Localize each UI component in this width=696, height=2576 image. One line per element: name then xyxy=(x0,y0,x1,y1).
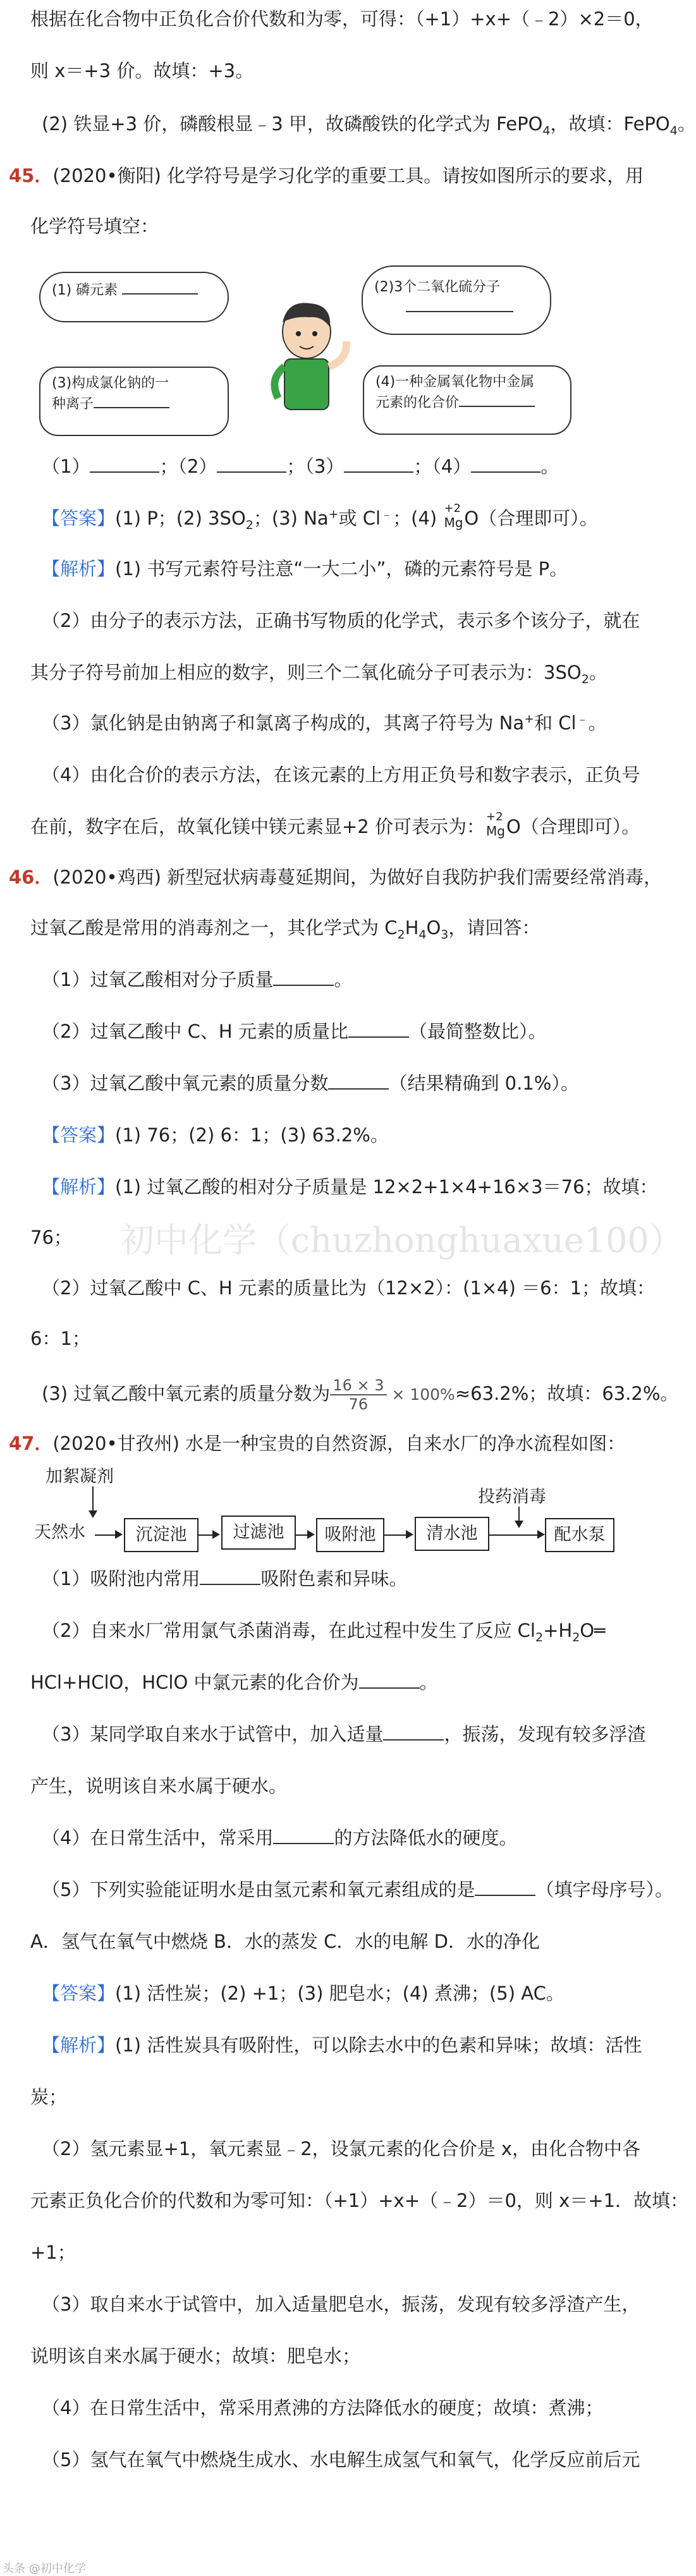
analysis-line: 76； xyxy=(30,1227,72,1248)
arrow-head xyxy=(212,1530,220,1539)
input-label: 天然水 xyxy=(34,1522,85,1542)
analysis-line: 其分子符号前加上相应的数字，则三个二氧化硫分子可表示为：$3SO_2$。 xyxy=(30,662,607,686)
arrow-line xyxy=(198,1534,214,1536)
analysis-line: 【解析】(1) 活性炭具有吸附性，可以除去水中的色素和异味；故填：活性 xyxy=(42,2034,642,2056)
question-46-stem: 46．(2020•鸡西) 新型冠状病毒蔓延期间，为做好自我防护我们需要经常消毒， xyxy=(9,866,662,888)
answer-blank[interactable] xyxy=(459,392,535,407)
answer-blank[interactable] xyxy=(94,393,169,408)
valence-symbol: +2 Mg xyxy=(444,502,463,530)
analysis-line: +1； xyxy=(30,2242,76,2263)
answer-blank[interactable] xyxy=(344,454,413,473)
speech-bubble-3: (3)构成氯化钠的一 种离子 xyxy=(39,367,229,436)
analysis-line: （2）由分子的表示方法，正确书写物质的化学式，表示多个该分子，就在 xyxy=(42,610,640,631)
answer-blank[interactable] xyxy=(273,1825,334,1844)
speech-bubble-1: (1) 磷元素 xyxy=(39,272,229,322)
fraction: $\frac{16 \times 3}{76}$ xyxy=(330,1376,386,1413)
analysis-line: （3）取自来水于试管中，加入适量肥皂水，振荡，发现有较多浮渣产生， xyxy=(42,2293,640,2315)
text-line: （2）自来水厂常用氯气杀菌消毒，在此过程中发生了反应 $Cl_2+H_2O═$ xyxy=(42,1620,606,1644)
answer-blank[interactable] xyxy=(383,1722,444,1741)
arrow-line xyxy=(518,1507,520,1522)
answer-blank[interactable] xyxy=(359,1670,420,1689)
answer-blank[interactable] xyxy=(217,454,286,473)
answer-blank[interactable] xyxy=(90,454,159,473)
analysis-line: 在前，数字在后，故氧化镁中镁元素显+2 价可表示为： +2 MgO（合理即可）。 xyxy=(30,814,608,844)
arrow-head xyxy=(89,1510,97,1518)
text-line: （3）某同学取自来水于试管中，加入适量 ，振荡，发现有较多浮渣 xyxy=(42,1722,608,1747)
answer-blank[interactable] xyxy=(122,279,198,295)
arrow-line xyxy=(95,1534,116,1536)
text-line: 产生，说明该自来水属于硬水。 xyxy=(30,1775,288,1797)
analysis-line: （3）氯化钠是由钠离子和氯离子构成的，其离子符号为 Na+和 Cl﹣。 xyxy=(42,712,607,734)
valence-symbol: +2 Mg xyxy=(485,810,505,839)
analysis-line: （5）氢气在氧气中燃烧生成水、水电解生成氢气和氧气，化学反应前后元 xyxy=(42,2449,640,2470)
text-line: （4）在日常生活中，常采用 的方法降低水的硬度。 xyxy=(42,1825,608,1850)
box-sedimentation: 沉淀池 xyxy=(124,1518,198,1552)
answer-blank[interactable] xyxy=(406,297,513,312)
cartoon-figure xyxy=(259,297,354,417)
analysis-line: 说明该自来水属于硬水；故填：肥皂水； xyxy=(30,2345,361,2367)
analysis-line: 炭； xyxy=(30,2086,68,2108)
watermark: 初中化学（chuzhonghuaxue100） xyxy=(120,1220,683,1260)
text-line: 过氧乙酸是常用的消毒剂之一，其化学式为 $C_2H_4O_3$，请回答： xyxy=(30,917,540,942)
box-filtration: 过滤池 xyxy=(221,1516,296,1550)
answer-line: 【答案】(1) 活性炭；(2) +1；(3) 肥皂水；(4) 煮沸；(5) AC。 xyxy=(42,1983,565,2004)
add-agent-label: 加絮凝剂 xyxy=(46,1467,114,1486)
answer-line: 【答案】(1) 76；(2) 6：1；(3) 63.2%。 xyxy=(42,1124,389,1146)
analysis-line: 6：1； xyxy=(30,1328,90,1349)
answer-blank[interactable] xyxy=(328,1071,389,1090)
arrow-head xyxy=(307,1530,315,1539)
options-line: A．氢气在氧气中燃烧 B．水的蒸发 C．水的电解 D．水的净化 xyxy=(30,1931,540,1952)
analysis-line: 【解析】(1) 书写元素符号注意“一大二小”，磷的元素符号是 P。 xyxy=(42,558,568,580)
speech-bubble-4: (4)一种金属氧化物中金属 元素的化合价 xyxy=(363,365,571,435)
answer-blank[interactable] xyxy=(273,967,334,986)
analysis-line: （2）氢元素显+1，氧元素显﹣2，设氯元素的化合价是 x，由化合物中各 xyxy=(42,2138,641,2160)
text-line: 根据在化合物中正负化合价代数和为零，可得：（+1）+x+（﹣2）×2＝0， xyxy=(30,8,654,30)
question-45-stem: 45．(2020•衡阳) 化学符号是学习化学的重要工具。请按如图所示的要求，用 xyxy=(9,165,644,186)
analysis-line: 元素正负化合价的代数和为零可知：（+1）+x+（﹣2）＝0，则 x＝+1．故填： xyxy=(30,2190,689,2211)
text-line: （1）过氧乙酸相对分子质量 。 xyxy=(42,967,608,992)
disinfect-label: 投药消毒 xyxy=(478,1487,546,1507)
box-adsorption: 吸附池 xyxy=(316,1518,384,1552)
arrow-line xyxy=(92,1486,94,1512)
answer-blank[interactable] xyxy=(475,1877,535,1896)
text-line: 化学符号填空： xyxy=(30,216,159,237)
water-treatment-diagram xyxy=(0,1460,621,1555)
arrow-head xyxy=(537,1530,545,1539)
arrow-line xyxy=(489,1534,539,1536)
text-line: （2）过氧乙酸中 C、H 元素的质量比 （最简整数比）。 xyxy=(42,1019,608,1044)
analysis-line: （4）在日常生活中，常采用煮沸的方法降低水的硬度；故填：煮沸； xyxy=(42,2397,604,2419)
box-pump: 配水泵 xyxy=(545,1518,614,1552)
analysis-line: （2）过氧乙酸中 C、H 元素的质量比为（12×2）：(1×4) ＝6：1；故填： xyxy=(42,1277,656,1299)
arrow-head xyxy=(515,1521,523,1528)
answer-blank[interactable] xyxy=(348,1019,409,1038)
answer-line: 【答案】(1) P；(2) $3SO_2$；(3) Na+或 Cl﹣；(4) +2 MgO（合理即可）。 xyxy=(42,506,608,535)
footer-logo: 头条 @初中化学 xyxy=(3,2562,86,2575)
arrow-head xyxy=(406,1530,413,1539)
arrow-head xyxy=(115,1530,123,1539)
text-line: （3）过氧乙酸中氧元素的质量分数 （结果精确到 0.1%）。 xyxy=(42,1071,608,1096)
analysis-line: (3) 过氧乙酸中氧元素的质量分数为 $\frac{16 \times 3}{76}$ × 100%≈63.2%；故填：63.2%。 xyxy=(42,1376,679,1413)
speech-bubble-2: (2)3个二氧化硫分子 xyxy=(362,265,551,335)
box-clear-water: 清水池 xyxy=(415,1517,489,1551)
text-line: （5）下列实验能证明水是由氢元素和氧元素组成的是 （填字母序号）。 xyxy=(42,1877,608,1902)
answer-blank[interactable] xyxy=(200,1566,260,1585)
text-line: (2) 铁显+3 价，磷酸根显﹣3 甲，故磷酸铁的化学式为 FePO$_4$，故填：FePO$_4$。 xyxy=(42,113,696,138)
text-line: 则 x＝+3 价。故填：+3。 xyxy=(30,60,254,82)
text-line: HCl+HClO，HClO 中氯元素的化合价为 。 xyxy=(30,1670,608,1695)
text-line: （1） ；（2） ；（3） ；（4） 。 xyxy=(42,454,608,479)
answer-blank[interactable] xyxy=(471,454,540,473)
analysis-line: 【解析】(1) 过氧乙酸的相对分子质量是 12×2+1×4+16×3＝76；故填： xyxy=(42,1176,658,1198)
text-line: （1）吸附池内常用 吸附色素和异味。 xyxy=(42,1566,608,1591)
question-47-stem: 47．(2020•甘孜州) 水是一种宝贵的自然资源，自来水厂的净水流程如图： xyxy=(9,1433,626,1454)
arrow-line xyxy=(296,1534,308,1536)
arrow-line xyxy=(384,1534,407,1536)
analysis-line: （4）由化合价的表示方法，在该元素的上方用正负号和数字表示，正负号 xyxy=(42,764,640,786)
